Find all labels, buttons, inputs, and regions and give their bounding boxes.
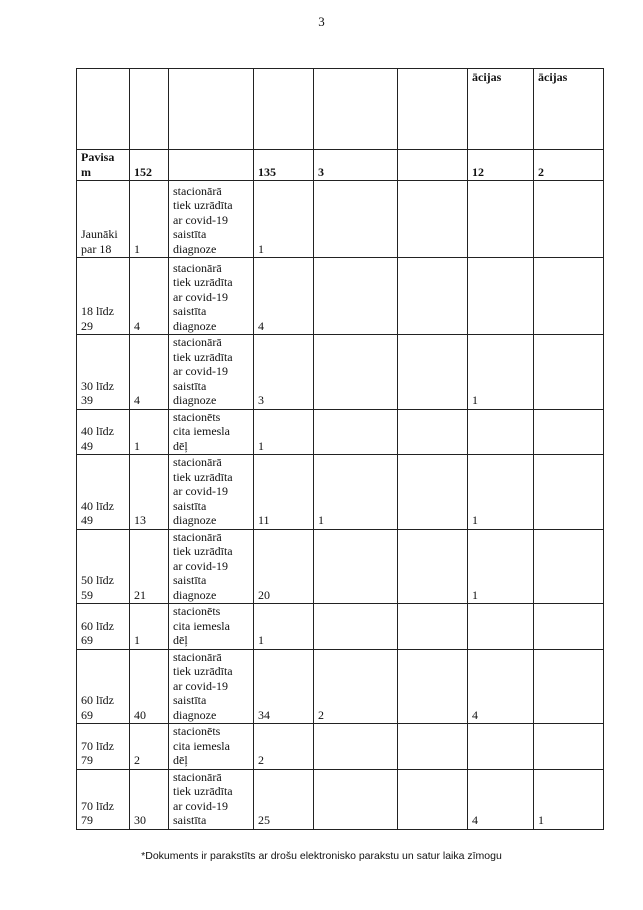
table-cell [398,604,468,650]
table-cell [130,69,169,150]
table-cell: 1 [130,604,169,650]
table-cell: Jaunāki par 18 [77,181,130,258]
table-cell: 4 [130,258,169,335]
table-cell: 70 līdz 79 [77,724,130,770]
table-cell [468,181,534,258]
table-cell [398,769,468,829]
table-cell [534,649,604,724]
table-cell [254,69,314,150]
table-cell: 1 [468,335,534,410]
table-cell [314,335,398,410]
table-cell: 4 [254,258,314,335]
table-cell: 4 [468,649,534,724]
table-cell: stacionārā tiek uzrādīta ar covid-19 saistīta diagnoze [169,649,254,724]
table-cell: 11 [254,455,314,530]
table-cell [314,604,398,650]
table-cell [169,69,254,150]
table-cell: 34 [254,649,314,724]
table-row [77,649,604,724]
table-cell: 25 [254,769,314,829]
table-cell [534,455,604,530]
table-cell: ācijas [534,69,604,150]
table-cell: 50 līdz 59 [77,529,130,604]
table-cell: 70 līdz 79 [77,769,130,829]
table-cell: 1 [254,409,314,455]
table-cell [398,258,468,335]
table-row [77,181,604,258]
table-cell: 18 līdz 29 [77,258,130,335]
header-row [77,69,604,150]
table-cell: 3 [254,335,314,410]
table-cell [534,181,604,258]
table-cell: stacionārā tiek uzrādīta ar covid-19 saistīta diagnoze [169,258,254,335]
table-cell: 30 līdz 39 [77,335,130,410]
table-cell: 3 [314,150,398,181]
table-cell [398,724,468,770]
page-number: 3 [318,14,325,29]
table-cell: 1 [534,769,604,829]
table-cell [314,409,398,455]
table-cell [314,258,398,335]
table-cell: 4 [130,335,169,410]
table-cell: 60 līdz 69 [77,604,130,650]
table-cell: 135 [254,150,314,181]
table-cell: 21 [130,529,169,604]
table-cell [169,150,254,181]
table-cell [398,150,468,181]
table-cell: stacionārā tiek uzrādīta ar covid-19 saistīta [169,769,254,829]
table-row [77,335,604,410]
table-cell [398,181,468,258]
table-cell [398,455,468,530]
table-cell [534,335,604,410]
table-cell: 1 [130,409,169,455]
table-cell: ācijas [468,69,534,150]
table-cell: 40 [130,649,169,724]
table-row [77,529,604,604]
table-cell [468,724,534,770]
table-cell: 152 [130,150,169,181]
table-cell: 4 [468,769,534,829]
footnote: *Dokuments ir parakstīts ar drošu elektronisko parakstu un satur laika zīmogu [141,850,502,862]
table-cell [314,724,398,770]
table-cell [314,69,398,150]
table-cell: 30 [130,769,169,829]
table-cell [398,69,468,150]
table-cell: stacionārā tiek uzrādīta ar covid-19 saistīta diagnoze [169,529,254,604]
table-cell [398,649,468,724]
table-cell [468,409,534,455]
table-cell: 1 [314,455,398,530]
table-cell: stacionēts cita iemesla dēļ [169,409,254,455]
table-cell: 1 [468,529,534,604]
table-cell: stacionēts cita iemesla dēļ [169,724,254,770]
table-row [77,455,604,530]
table-cell: 2 [534,150,604,181]
table-cell [534,529,604,604]
table-row [77,409,604,455]
table-cell [398,409,468,455]
table-cell [314,769,398,829]
table-cell: 20 [254,529,314,604]
data-table [76,68,604,830]
table-cell: stacionārā tiek uzrādīta ar covid-19 saistīta diagnoze [169,455,254,530]
table-cell [534,258,604,335]
table-cell: Pavisa m [77,150,130,181]
table-cell [314,181,398,258]
table-cell: 2 [314,649,398,724]
table-row [77,258,604,335]
table-cell [534,409,604,455]
table-cell: 40 līdz 49 [77,455,130,530]
table-cell: 2 [254,724,314,770]
table-cell: 1 [254,181,314,258]
table-cell: 1 [130,181,169,258]
table-row [77,769,604,829]
table-cell [534,724,604,770]
table-cell [468,258,534,335]
table-cell [398,335,468,410]
table-cell [468,604,534,650]
table-cell: stacionārā tiek uzrādīta ar covid-19 saistīta diagnoze [169,181,254,258]
table-cell [534,604,604,650]
table-row [77,604,604,650]
totals-row [77,150,604,181]
table-cell [77,69,130,150]
table-cell: 12 [468,150,534,181]
table-cell: 2 [130,724,169,770]
table-cell: stacionārā tiek uzrādīta ar covid-19 saistīta diagnoze [169,335,254,410]
table-cell: 40 līdz 49 [77,409,130,455]
table-cell: stacionēts cita iemesla dēļ [169,604,254,650]
table-cell [314,529,398,604]
table-cell: 13 [130,455,169,530]
table-cell: 1 [254,604,314,650]
table-cell: 60 līdz 69 [77,649,130,724]
table-cell [398,529,468,604]
table-row [77,724,604,770]
table-cell: 1 [468,455,534,530]
